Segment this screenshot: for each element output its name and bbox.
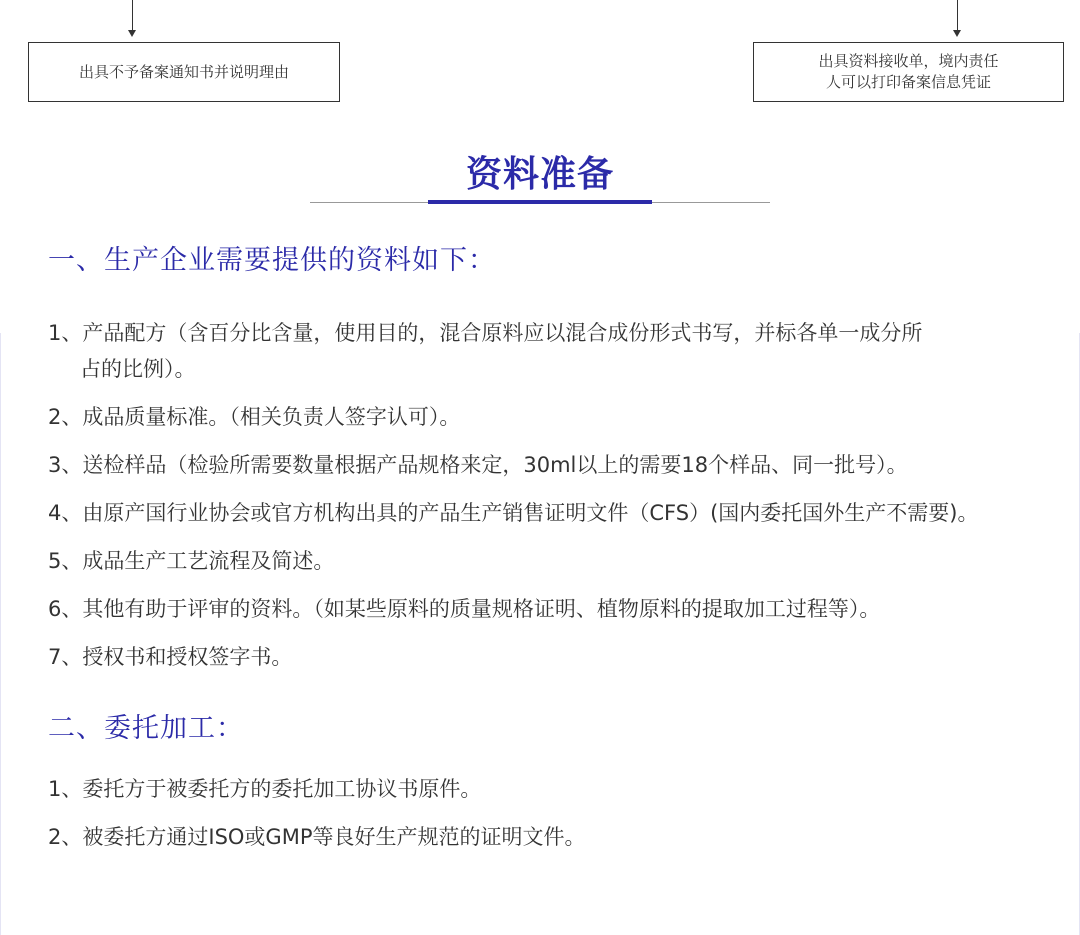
list-item bbox=[48, 495, 1048, 531]
flow-box-reject-notice bbox=[28, 42, 340, 102]
list-item-text: 送检样品（检验所需要数量根据产品规格来定，30ml以上的需要18个样品、同一批号）。 bbox=[82, 453, 908, 477]
list-item-number: 5、 bbox=[48, 549, 83, 573]
list-item-number: 6、 bbox=[48, 597, 83, 621]
list-item-number: 3、 bbox=[48, 453, 83, 477]
left-border-line bbox=[0, 333, 1, 935]
right-connector-line bbox=[957, 0, 958, 30]
list-item-text: 授权书和授权签字书。 bbox=[82, 645, 293, 669]
part2-list bbox=[48, 771, 1048, 867]
list-item-text: 被委托方通过ISO或GMP等良好生产规范的证明文件。 bbox=[82, 825, 586, 849]
flow-box-receipt-certificate-text bbox=[818, 51, 998, 93]
list-item bbox=[48, 543, 1048, 579]
part1-heading: 一、生产企业需要提供的资料如下： bbox=[48, 245, 496, 276]
list-item-text: 成品生产工艺流程及简述。 bbox=[82, 549, 335, 573]
list-item bbox=[48, 639, 1048, 675]
list-item-number: 4、 bbox=[48, 501, 83, 525]
list-item bbox=[48, 591, 1048, 627]
flow-box-receipt-certificate-line-2: 人可以打印备案信息凭证 bbox=[825, 73, 991, 91]
list-item-number: 2、 bbox=[48, 825, 83, 849]
list-item-number: 2、 bbox=[48, 405, 83, 429]
title-divider-accent bbox=[428, 200, 652, 204]
part2-heading: 二、委托加工： bbox=[48, 713, 244, 744]
list-item bbox=[48, 447, 1048, 483]
flow-box-receipt-certificate-line-1: 出具资料接收单，境内责任 bbox=[818, 52, 999, 70]
part1-list bbox=[48, 315, 1048, 687]
list-item-number: 1、 bbox=[48, 777, 83, 801]
list-item-text: 委托方于被委托方的委托加工协议书原件。 bbox=[82, 777, 482, 801]
list-item-continuation: 占的比例）。 bbox=[80, 357, 196, 381]
list-item-number: 7、 bbox=[48, 645, 83, 669]
list-item bbox=[48, 771, 1048, 807]
list-item bbox=[48, 399, 1048, 435]
flow-box-reject-notice-line-1: 出具不予备案通知书并说明理由 bbox=[78, 62, 289, 81]
left-connector-line bbox=[132, 0, 133, 30]
flow-box-receipt-certificate bbox=[753, 42, 1064, 102]
section-title: 资料准备 bbox=[465, 154, 614, 195]
list-item bbox=[48, 819, 1048, 855]
right-arrow-head bbox=[953, 30, 961, 37]
list-item-text: 成品质量标准。（相关负责人签字认可）。 bbox=[82, 405, 461, 429]
list-item-text: 其他有助于评审的资料。（如某些原料的质量规格证明、植物原料的提取加工过程等）。 bbox=[82, 597, 881, 621]
list-item-text: 由原产国行业协会或官方机构出具的产品生产销售证明文件（CFS）(国内委托国外生产不需要)。 bbox=[82, 501, 979, 525]
list-item-number: 1、 bbox=[48, 321, 83, 345]
list-item-text: 产品配方（含百分比含量，使用目的，混合原料应以混合成份形式书写，并标各单一成分所 bbox=[82, 321, 923, 345]
list-item bbox=[48, 315, 1048, 387]
left-arrow-head bbox=[128, 30, 136, 37]
